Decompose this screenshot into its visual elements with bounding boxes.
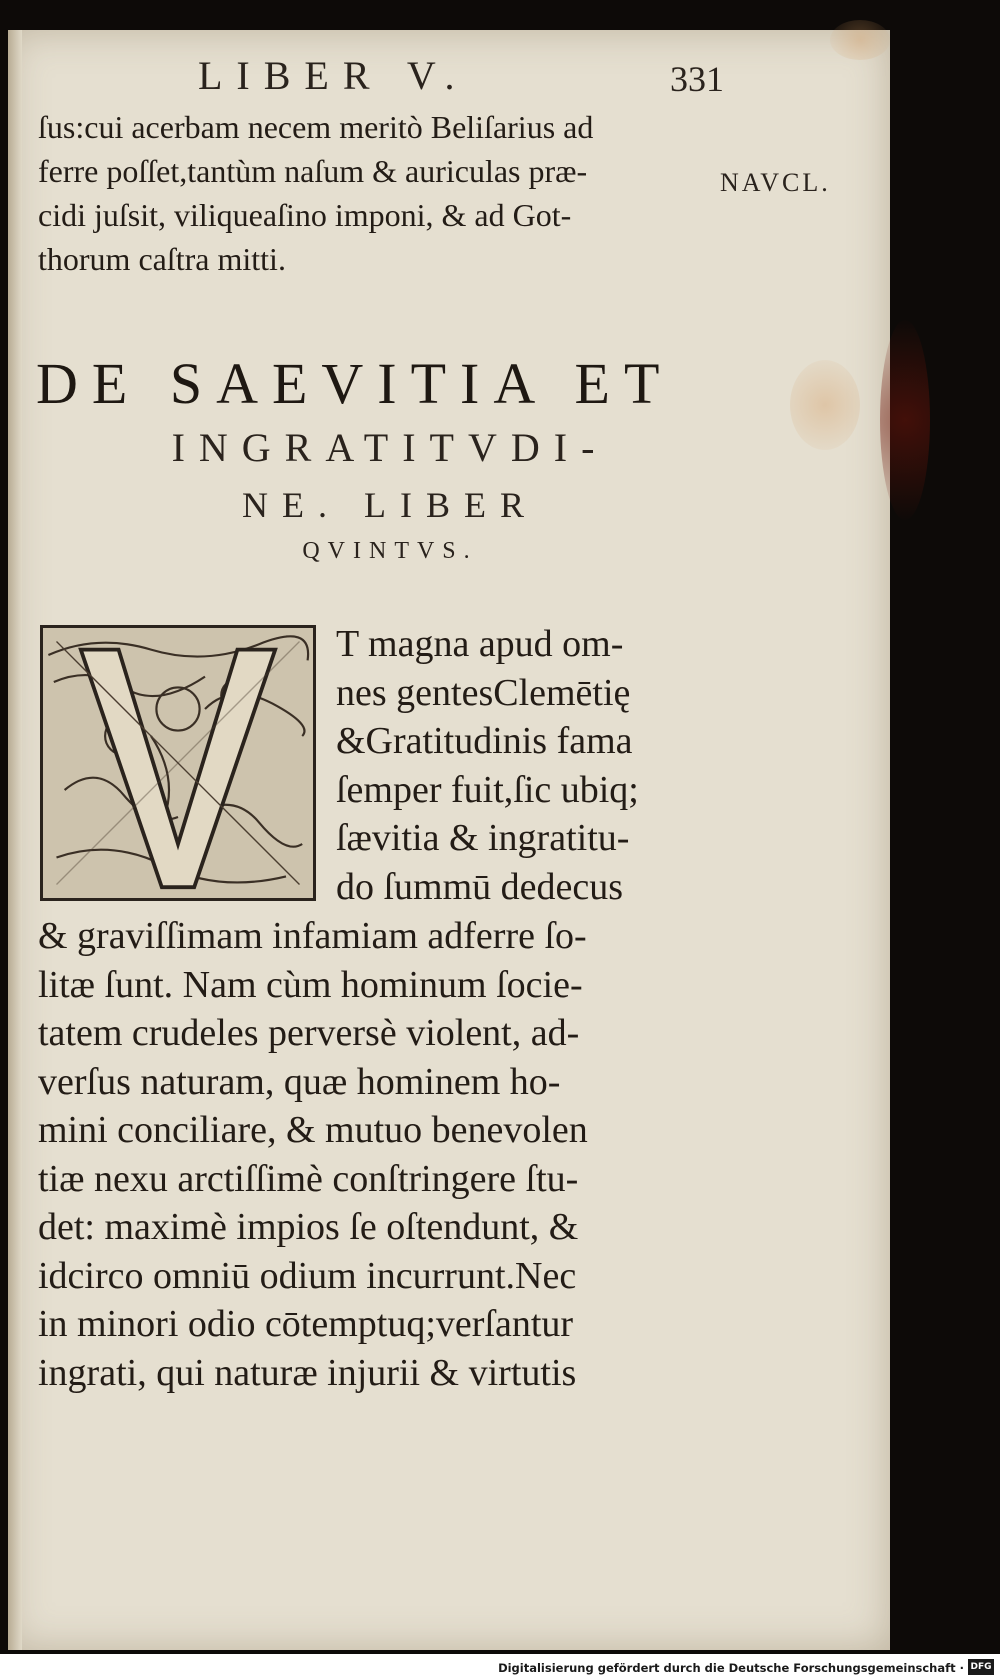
funding-notice: Digitalisierung gefördert durch die Deutsche Forschungsgemeinschaft · — [498, 1661, 964, 1675]
chapter-title-line-2: INGRATITVDI- — [171, 425, 609, 470]
page-gutter-edge — [8, 30, 22, 1650]
text-line: litæ ſunt. Nam cùm hominum ſocie- — [38, 963, 583, 1006]
text-line: ſemper fuit,ſic ubiq; — [336, 768, 639, 811]
text-line: tiæ nexu arctiſſimè conſtringere ſtu- — [38, 1157, 579, 1200]
initial-letter — [43, 628, 313, 898]
text-line: ingrati, qui naturæ injurii & virtutis — [38, 1351, 577, 1394]
text-line: & graviſſimam infamiam adferre ſo- — [38, 915, 587, 957]
text-line: ſævitia & ingratitu- — [336, 817, 630, 859]
footer-bar — [0, 1654, 1000, 1678]
text-line: in minori odio cōtemptuq;verſantur — [38, 1303, 574, 1345]
text-line: nes gentesClemētię — [336, 671, 631, 714]
text-line: ferre poſſet,tantùm naſum & auriculas præ- — [38, 153, 588, 189]
chapter-title-line-4: QVINTVS. — [302, 538, 478, 564]
paper-stain — [790, 360, 860, 450]
text-line: mini conciliare, & mutuo benevolen — [38, 1109, 588, 1151]
text-line: tatem crudeles perversè violent, ad- — [38, 1012, 580, 1054]
text-line: &Gratitudinis fama — [336, 720, 633, 762]
page-number: 331 — [670, 59, 724, 99]
text-line: cidi juſsit, viliqueaſino imponi, & ad Got- — [38, 197, 572, 233]
paper-stain — [830, 20, 890, 60]
text-line: thorum caſtra mitti. — [38, 241, 286, 277]
body-text-full-width — [38, 912, 718, 1397]
chapter-title-line-1: DE SAEVITIA ET — [36, 351, 674, 416]
text-line: det: maximè impios ſe oſtendunt, & — [38, 1206, 579, 1248]
chapter-title-line-3: NE. LIBER — [242, 485, 538, 525]
paper-stain — [880, 320, 930, 520]
text-line: ſus:cui acerbam necem meritò Beliſarius ad — [38, 109, 594, 145]
text-line: idcirco omniū odium incurrunt.Nec — [38, 1254, 577, 1297]
text-line: do ſummū dedecus — [336, 865, 624, 908]
running-head: LIBER V. — [198, 53, 469, 98]
dfg-logo: DFG — [968, 1659, 994, 1675]
preceding-text-block — [38, 105, 718, 281]
margin-note: NAVCL. — [720, 168, 831, 197]
text-line: T magna apud om- — [336, 623, 624, 665]
decorated-initial — [40, 625, 316, 901]
text-line: verſus naturam, quæ hominem ho- — [38, 1060, 561, 1103]
body-text-beside-initial — [336, 620, 716, 911]
